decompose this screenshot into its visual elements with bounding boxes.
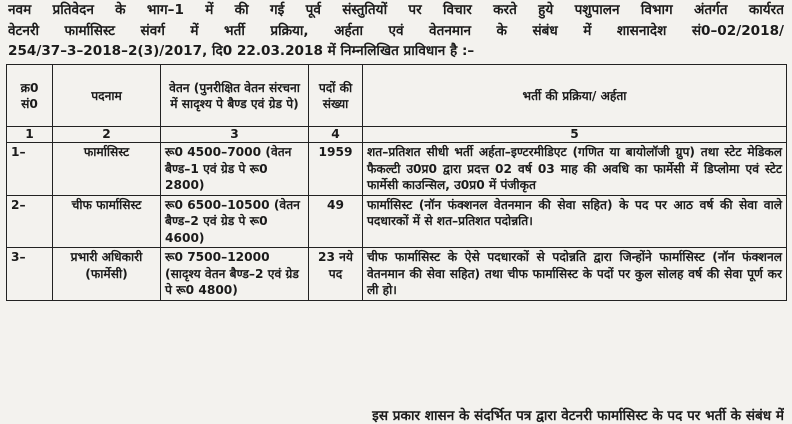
- table-row: [7, 195, 787, 248]
- header-process: भर्ती की प्रक्रिया/ अर्हता: [363, 65, 787, 127]
- row-sno: 2–: [7, 195, 53, 248]
- row-count: 1959: [309, 143, 363, 196]
- recruitment-table: [6, 64, 787, 301]
- intro-line-1: नवम प्रतिवेदन के भाग–1 में की गई पूर्व संस्तुतियों पर विचार करते हुये पशुपालन विभाग अंतर्गत कार्यरत: [8, 2, 784, 18]
- intro-paragraph: [8, 0, 784, 62]
- col-number: 3: [161, 127, 309, 143]
- row-sno: 1–: [7, 143, 53, 196]
- table-row: [7, 248, 787, 301]
- table-header-row: [7, 65, 787, 127]
- col-number: 2: [53, 127, 161, 143]
- col-number: 4: [309, 127, 363, 143]
- row-count: 23 नये पद: [309, 248, 363, 301]
- col-number: 5: [363, 127, 787, 143]
- column-number-row: [7, 127, 787, 143]
- table-row: [7, 143, 787, 196]
- footer-line: इस प्रकार शासन के संदर्भित पत्र द्वारा वेटनरी फार्मासिस्ट के पद पर भर्ती के संबंध में: [372, 408, 784, 424]
- row-post: चीफ फार्मासिस्ट: [53, 195, 161, 248]
- intro-line-2: वेटनरी फार्मासिस्ट संवर्ग में भर्ती प्रक्रिया, अर्हता एवं वेतनमान के संबंध में शासनादेश सं0–02/2018/: [8, 22, 784, 39]
- row-process: शत–प्रतिशत सीधी भर्ती अर्हता–इण्टरमीडिएट (गणित या बायोलॉजी ग्रुप) तथा स्टेट मेडिकल फैकल्टी उ0प्र0 द्वारा प्रदत्त 02 वर्ष 03 माह की अवधि का फार्मेसी में डिप्लोमा एवं स्टेट फार्मेसी काउन्सिल, उ0प्र0 में पंजीकृत: [363, 143, 787, 196]
- intro-line-3: 254/37–3–2018–2(3)/2017, दि0 22.03.2018 में निम्नलिखित प्राविधान है :–: [8, 43, 475, 59]
- row-post: फार्मासिस्ट: [53, 143, 161, 196]
- row-pay: रू0 7500–12000 (सादृश्य वेतन बैण्ड–2 एवं ग्रेड पे रू0 4800): [161, 248, 309, 301]
- row-count: 49: [309, 195, 363, 248]
- row-sno: 3–: [7, 248, 53, 301]
- header-count: पदों की संख्या: [309, 65, 363, 127]
- col-number: 1: [7, 127, 53, 143]
- row-post: प्रभारी अधिकारी (फार्मेसी): [53, 248, 161, 301]
- header-sno: क्र0 सं0: [7, 65, 53, 127]
- row-pay: रू0 6500–10500 (वेतन बैण्ड–2 एवं ग्रेड पे रू0 4600): [161, 195, 309, 248]
- row-process: चीफ फार्मासिस्ट के ऐसे पदधारकों से पदोन्नति द्वारा जिन्होंने फार्मासिस्ट (नॉन फंक्शनल वेतनमान की सेवा सहित) तथा चीफ फार्मासिस्ट के पदों पर कुल सोलह वर्ष की सेवा पूर्ण कर ली हो।: [363, 248, 787, 301]
- row-process: फार्मासिस्ट (नॉन फंक्शनल वेतनमान की सेवा सहित) के पद पर आठ वर्ष की सेवा वाले पदधारकों में से शत–प्रतिशत पदोन्नति।: [363, 195, 787, 248]
- row-pay: रू0 4500–7000 (वेतन बैण्ड–1 एवं ग्रेड पे रू0 2800): [161, 143, 309, 196]
- header-post: पदनाम: [53, 65, 161, 127]
- header-pay: वेतन (पुनरीक्षित वेतन संरचना में सादृश्य पे बैण्ड एवं ग्रेड पे): [161, 65, 309, 127]
